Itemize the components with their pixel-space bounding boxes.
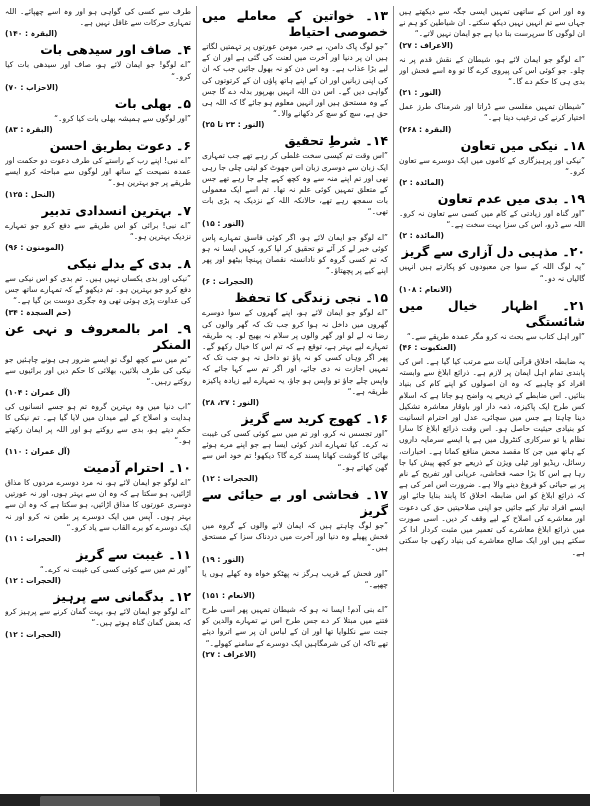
section-heading: ۴۔ صاف اور سیدھی بات — [40, 42, 191, 58]
verse-reference: (الاعراف : ۲۷) — [399, 40, 454, 50]
section-body: ”نیکی اور بدی یکساں نہیں ہیں۔ تم بدی کو اس نیکی سے دفع کرو جو بہترین ہو۔ تم دیکھو گے کہ تمہارے ساتھ جس کی عداوت پڑی ہوئی تھی وہ جگری دوست بن گیا ہے۔“ — [5, 274, 191, 306]
verse-reference: (النور : ۲۱) — [399, 88, 442, 98]
section-heading: ۲۰۔ مذہبی دل آزاری سے گریز — [401, 244, 585, 260]
section-body: ”شیطان تمہیں مفلسی سے ڈراتا اور شرمناک طرز عمل اختیار کرنے کی ترغیب دیتا ہے۔“ — [399, 102, 585, 123]
section-heading: ۷۔ بہترین انسدادی تدبیر — [41, 202, 191, 218]
article-section — [399, 244, 585, 294]
section-body: ”نیکی اور پرہیزگاری کے کاموں میں ایک دوسرے سے تعاون کرو۔“ — [399, 155, 585, 176]
article-section — [5, 203, 191, 253]
verse-reference: (البقرہ : ۸۳) — [5, 125, 53, 135]
section-body: طرف سے کسی کی گواہی ہو اور وہ اسے چھپائے۔ اللہ تمہاری حرکات سے غافل نہیں ہے۔ — [5, 7, 191, 28]
section-heading: ۱۳۔ خواتین کے معاملے میں خصوصی احتیاط — [202, 8, 388, 39]
section-body: ”اس وقت تم کیسی سخت غلطی کر رہے تھے جب تمہاری ایک زبان سے دوسری زبان اس جھوٹ کو لیتی چلی جا رہی تھی اور تم اپنے منہ سے وہ کچھ کہے چلے جا رہے تھے جس کے متعلق تمہیں کوئی علم نہ تھا۔ تم اسے ایک معمولی بات سمجھ رہے تھے، حالانکہ اللہ کے نزدیک یہ بڑی بات تھی۔“ — [202, 151, 388, 217]
verse-reference: (الحجرات : ۱۲) — [5, 629, 61, 639]
section-heading: ۱۹۔ بدی میں عدم تعاون — [437, 191, 585, 207]
section-body: ”اب دنیا میں وہ بہترین گروہ تم ہو جسے انسانوں کی ہدایت و اصلاح کے لیے میدان میں لایا گیا ہے۔ تم نیکی کا حکم دیتے ہو، بدی سے روکتے ہو اور اللہ پر ایمان رکھتے ہو۔“ — [5, 402, 191, 445]
article-section — [202, 8, 388, 130]
section-heading: ۱۸۔ نیکی میں تعاون — [460, 137, 585, 153]
verse-reference: (الاحزاب : ۷۰) — [5, 82, 59, 92]
section-body: ”اے نبی! برائی کو اس طریقے سے دفع کرو جو تمہارے نزدیک بہترین ہو۔“ — [5, 220, 191, 241]
section-body: ”جو لوگ چاہتے ہیں کہ ایمان لانے والوں کے گروہ میں فحش پھیلے وہ دنیا اور آخرت میں دردناک سزا کے مستحق ہیں۔“ — [202, 520, 388, 553]
section-heading: ۹۔ امر بالمعروف و نہی عن المنکر — [5, 320, 191, 352]
verse-reference: (البقرہ : ۲۶۸) — [399, 124, 452, 134]
section-body: وہ اور اس کے ساتھی تمہیں ایسی جگہ سے دیکھتے ہیں جہاں سے تم انہیں نہیں دیکھ سکتے۔ ان شیاطین کو ہم نے ان لوگوں کا سرپرست بنا دیا ہے جو ایمان نہیں لاتے۔“ — [399, 7, 585, 39]
section-heading: ۶۔ دعوت بطریق احسن — [49, 138, 191, 154]
section-body: ”جو لوگ پاک دامن، بے خبر، مومن عورتوں پر تہمتیں لگاتے ہیں ان پر دنیا اور آخرت میں لعنت کی گئی ہے اور ان کے لیے بڑا عذاب ہے۔ وہ اس دن کو نہ بھول جائیں جب کہ ان کی اپنی زبانیں اور ان کے اپنے ہاتھ پاؤں ان کے کرتوتوں کی گواہی دیں گے۔ اس دن اللہ انہیں بھرپور بدلہ دے گا جس کے وہ مستحق ہیں اور انہیں معلوم ہو جائے گا کہ اللہ ہی حق ہے، سچ کو سچ کر دکھانے والا۔“ — [202, 42, 388, 119]
verse-reference: (الحجرات : ۱۱) — [5, 534, 61, 544]
section-body: ”تم میں سے کچھ لوگ تو ایسے ضرور ہی ہونے چاہئیں جو نیکی کی طرف بلائیں، بھلائی کا حکم دیں اور برائیوں سے روکتے رہیں۔“ — [5, 354, 191, 387]
footer-tab — [40, 796, 160, 806]
section-heading: ۵۔ بھلی بات — [114, 95, 191, 111]
page-footer-bar — [0, 794, 590, 806]
verse-reference: (الانعام : ۱۵۱) — [202, 590, 255, 600]
column-left — [399, 6, 585, 792]
verse-reference: (النور : ۲۳ تا ۲۵) — [202, 120, 265, 130]
section-body: ”اور اہل کتاب سے بحث نہ کرو مگر عمدہ طریقے سے۔“ — [406, 331, 585, 341]
section-body: ”اور تم میں سے کوئی کسی کی غیبت نہ کرے۔“ — [39, 565, 191, 575]
article-section — [399, 101, 585, 134]
section-heading: ۱۴۔ شرطِ تحقیق — [284, 133, 388, 149]
column-middle — [202, 6, 388, 792]
section-heading: ۱۲۔ بدگمانی سے پرہیز — [53, 589, 191, 605]
article-section — [399, 298, 585, 353]
section-heading: ۱۶۔ کھوج کرید سے گریز — [241, 411, 388, 427]
section-body: ”اے لوگو جو ایمان لائے ہو، بہت گمان کرنے سے پرہیز کرو کہ بعض گمان گناہ ہوتے ہیں۔“ — [5, 607, 191, 628]
verse-reference: (الاعراف : ۲۷) — [202, 649, 257, 659]
article-section — [202, 487, 388, 565]
section-body: ”اے لوگو جو ایمان لائے ہو، اگر کوئی فاسق تمہارے پاس کوئی خبر لے کر آئے تو تحقیق کر لیا کرو، کہیں ایسا نہ ہو کہ تم کسی گروہ کو نادانستہ نقصان پہنچا بیٹھو اور پھر اپنے کیے پر پچھتاؤ۔“ — [202, 232, 388, 276]
section-heading: ۱۵۔ نجی زندگی کا تحفظ — [234, 290, 388, 306]
article-section — [399, 6, 585, 51]
verse-reference: (الحجرات : ۱۲) — [202, 473, 258, 483]
section-body: یہ ضابطہ اخلاق قرآنی آیات سے مرتب کیا گیا ہے۔ اس کی پابندی تمام اہل ایمان پر لازم ہے۔ ذرائع ابلاغ سے وابستہ افراد کو چاہیے کہ وہ ان اصولوں کو اپنے کام کی بنیاد بنائیں۔ اس ضابطے کے ذریعے یہ واضح ہو جاتا ہے کہ اسلام کس طرح ایک پاکیزہ، ذمہ دار اور باوقار معاشرہ تشکیل دینا چاہتا ہے جس میں سچائی، عدل اور احترام انسانیت کو بنیادی حیثیت حاصل ہو۔ اس وقت ذرائع ابلاغ کا سارا نظام یا تو سرکاری کنٹرول میں ہے یا ایسے سرمایہ داروں کے ہاتھ میں جن کا مقصد محض منافع کمانا ہے۔ اخبارات، رسائل، ریڈیو اور ٹیلی ویژن کے ذریعے جو کچھ پیش کیا جا رہا ہے اس کا بڑا حصہ فحاشی، عریانی اور تفریح کے نام پر بے حیائی کو فروغ دینے والا ہے۔ ضرورت اس امر کی ہے کہ ذرائع ابلاغ کو اس ضابطہ اخلاق کا پابند بنایا جائے اور ایسے افراد تیار کیے جائیں جو اپنی صلاحیتیں حق کی دعوت اور معاشرے کی اصلاح کے لیے وقف کر دیں۔ اسی صورت میں ذرائع ابلاغ معاشرے کی تعمیر میں مثبت کردار ادا کر سکتے ہیں اور ایک صالح معاشرے کی بنیاد رکھی جا سکتی ہے۔ — [399, 357, 585, 557]
section-heading: ۲۱۔ اظہار خیال میں شائستگی — [399, 297, 585, 329]
section-body: ”اور لوگوں سے ہمیشہ بھلی بات کیا کرو۔“ — [54, 113, 191, 123]
article-section — [5, 96, 191, 135]
column-divider — [196, 6, 197, 792]
article-section — [5, 6, 191, 39]
article-section — [399, 54, 585, 99]
section-heading: ۱۱۔ غیبت سے گریز — [76, 547, 191, 563]
article-section — [202, 290, 388, 408]
section-body: ”اے لوگو جو ایمان لائے ہو، اپنے گھروں کے سوا دوسرے گھروں میں داخل نہ ہوا کرو جب تک کہ گھر والوں کی رضا نہ لے لو اور گھر والوں پر سلام نہ بھیج لو۔ یہ طریقہ تمہارے لیے بہتر ہے، توقع ہے کہ تم اس کا خیال رکھو گے۔ پھر اگر وہاں کسی کو نہ پاؤ تو داخل نہ ہو جب تک کہ تمہیں اجازت نہ دی جائے، اور اگر تم سے کہا جائے کہ واپس چلے جاؤ تو واپس ہو جاؤ، یہ تمہارے لیے زیادہ پاکیزہ طریقہ ہے۔“ — [202, 308, 388, 396]
verse-reference: (الانعام : ۱۰۸) — [399, 284, 452, 294]
article-section — [202, 604, 388, 660]
section-body: ”یہ لوگ اللہ کے سوا جن معبودوں کو پکارتے ہیں انہیں گالیاں نہ دو۔“ — [399, 262, 585, 283]
article-section — [5, 589, 191, 639]
verse-reference: (النور : ۲۷، ۲۸) — [202, 398, 260, 408]
verse-reference: (المائدہ : ۲) — [399, 231, 445, 241]
section-body: ”اور گناہ اور زیادتی کے کام میں کسی سے تعاون نہ کرو۔ اللہ سے ڈرو، اس کی سزا بہت سخت ہے۔“ — [399, 209, 585, 230]
section-body: ”اے لوگو جو ایمان لائے ہو، نہ مرد دوسرے مردوں کا مذاق اڑائیں، ہو سکتا ہے کہ وہ ان سے بہتر ہوں، اور نہ عورتیں دوسری عورتوں کا مذاق اڑائیں، ہو سکتا ہے کہ وہ ان سے بہتر ہوں۔ آپس میں ایک دوسرے پر طعن نہ کرو اور نہ ایک دوسرے کو برے القاب سے یاد کرو۔“ — [5, 478, 191, 532]
article-section — [399, 191, 585, 241]
article-section — [202, 568, 388, 601]
verse-reference: (آل عمران : ۱۰۴) — [5, 388, 71, 398]
article-section — [5, 42, 191, 92]
column-right — [5, 6, 191, 792]
verse-reference: (المائدہ : ۲) — [399, 178, 445, 188]
section-heading: ۱۷۔ فحاشی اور بے حیائی سے گریز — [202, 486, 388, 518]
article-section — [5, 401, 191, 457]
verse-reference: (آل عمران : ۱۱۰) — [5, 447, 71, 457]
section-body: ”اے نبی! اپنے رب کے راستے کی طرف دعوت دو حکمت اور عمدہ نصیحت کے ساتھ اور لوگوں سے مباحثہ کرو ایسے طریقے پر جو بہترین ہو۔“ — [5, 156, 191, 188]
article-section — [5, 460, 191, 544]
verse-reference: (النحل : ۱۲۵) — [5, 189, 55, 199]
verse-reference: (النور : ۱۹) — [202, 554, 245, 564]
section-body: ”اے لوگو! جو ایمان لائے ہو، صاف اور سیدھی بات کیا کرو۔“ — [5, 60, 191, 81]
verse-reference: (الحجرات : ۶) — [202, 277, 254, 287]
verse-reference: (الحجرات : ۱۲) — [5, 576, 61, 586]
article-section — [5, 138, 191, 200]
article-section — [5, 321, 191, 399]
column-divider — [393, 6, 394, 792]
article-section — [5, 256, 191, 318]
section-heading: ۱۰۔ احترام آدمیت — [83, 460, 191, 476]
verse-reference: (المومنون : ۹۶) — [5, 243, 64, 253]
article-section — [399, 138, 585, 188]
verse-reference: (النور : ۱۵) — [202, 218, 245, 228]
article-section — [202, 232, 388, 288]
section-body: ”اور تجسس نہ کرو، اور تم میں سے کوئی کسی کی غیبت نہ کرے۔ کیا تمہارے اندر کوئی ایسا ہے جو اپنے مرے ہوئے بھائی کا گوشت کھانا پسند کرے گا؟ دیکھو! تم خود اس سے گھن کھاتے ہو۔“ — [202, 429, 388, 472]
section-body: ”اے لوگو جو ایمان لائے ہو، شیطان کے نقش قدم پر نہ چلو۔ جو کوئی اس کی پیروی کرے گا تو وہ اسے فحش اور بدی ہی کا حکم دے گا۔“ — [399, 54, 585, 87]
section-body: ”اور فحش کے قریب ہرگز نہ پھٹکو خواہ وہ کھلے ہوں یا چھپے۔“ — [202, 568, 388, 589]
verse-reference: (البقرہ : ۱۴۰) — [5, 29, 58, 39]
verse-reference: (العنکبوت : ۴۶) — [399, 343, 457, 353]
verse-reference: (حم السجدہ : ۳۴) — [5, 307, 72, 317]
article-section — [202, 133, 388, 228]
article-section — [399, 356, 585, 558]
section-heading: ۸۔ بدی کے بدلے نیکی — [67, 256, 191, 272]
article-section — [202, 411, 388, 484]
article-section — [5, 547, 191, 586]
section-body: ”اے بنی آدم! ایسا نہ ہو کہ شیطان تمہیں پھر اسی طرح فتنے میں مبتلا کر دے جس طرح اس نے تمہارے والدین کو جنت سے نکلوایا تھا اور ان کے لباس ان پر سے اتروا دیئے تھے تاکہ ان کی شرمگاہیں ایک دوسرے کے سامنے کھولے۔“ — [202, 604, 388, 648]
